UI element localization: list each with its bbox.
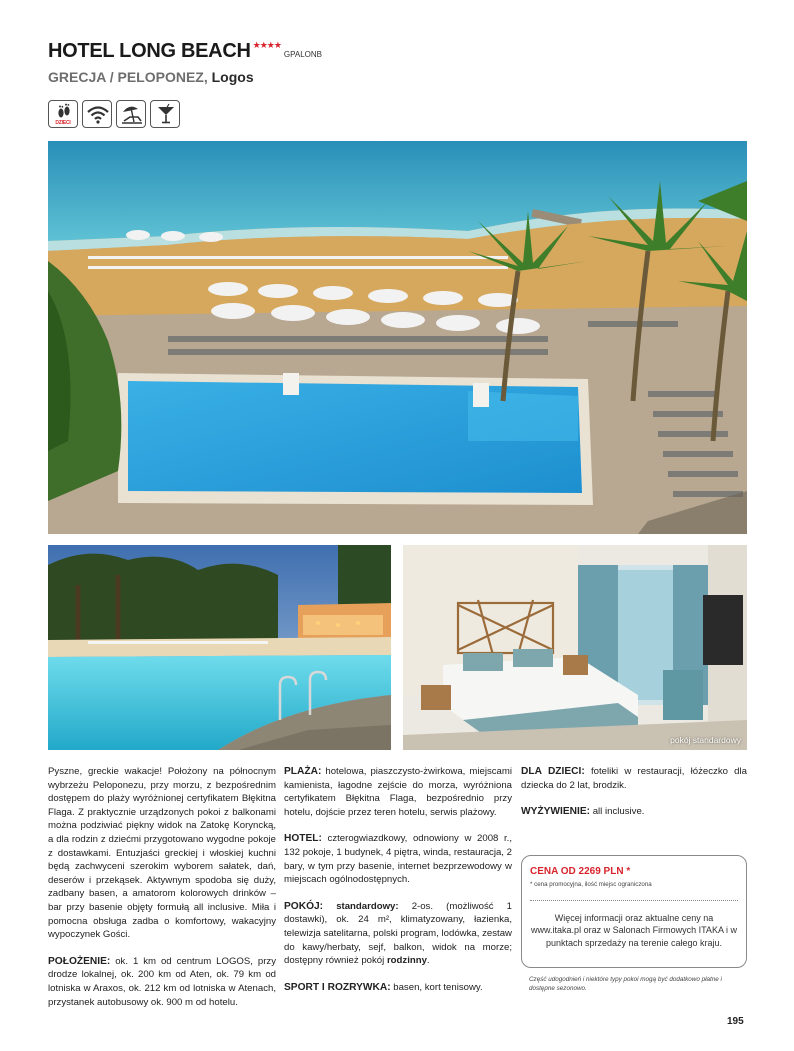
hotel-code: GPALONB bbox=[283, 50, 322, 59]
room-label: POKÓJ: bbox=[284, 900, 324, 912]
board-label: WYŻYWIENIE: bbox=[521, 806, 591, 818]
standard-room-photo bbox=[403, 545, 747, 750]
board-text: all inclusive. bbox=[592, 806, 645, 818]
location-label: POŁOŻENIE: bbox=[48, 955, 111, 967]
kids-label: DLA DZIECI: bbox=[521, 766, 585, 777]
beach-umbrella-icon bbox=[116, 100, 146, 128]
sport-text: basen, kort tenisowy. bbox=[393, 981, 483, 993]
room-text: 2-os. (możliwość 1 dostawki), ok. 24 m², klimatyzowany, łazienka, telewizja satelitarna, polski program, lodówka, zestaw do kawy/herbaty, sejf, balkon, widok na morze; dostępny również pokój bbox=[284, 900, 513, 967]
price-title: CENA OD 2269 PLN * bbox=[530, 866, 631, 877]
sport-paragraph bbox=[284, 981, 512, 995]
town: Logos bbox=[211, 69, 254, 85]
description-column-2 bbox=[284, 765, 512, 1007]
footnote: Część udogodnień i niektóre typy pokoi mogą być dodatkowo płatne i dostępne sezonowo. bbox=[529, 976, 722, 992]
kids-text: foteliki w restauracji, łóżeczko dla dziecka do 2 lat, brodzik. bbox=[521, 766, 747, 791]
location-line bbox=[48, 69, 748, 85]
intro-paragraph: Pyszne, greckie wakacje! Położony na północnym wybrzeżu Peloponezu, przy morzu, z bezpośrednim dostępem do plaży wyróżnionej certyfikatem Błękitna Flaga. Z praktycznie urządzonych pokoi z balkonami można podziwiać piękny widok na Zatokę Koryncką, a dla rodzin z dziećmi przygotowano wygodne pokoje z dostawkami. Entuzjaści greckiej i włoskiej kuchni będą zachwyceni szerokim wyborem sałatek, dań, deserów i przekąsek. Aktywnym spodoba się duży, zadbany basen, a amatorom kolorowych drinków – bar przy basenie objęty formułą all inclusive. Miła i pomocna obsługa zadba o komfortowy, wakacyjny wypoczynek Gości. bbox=[48, 766, 276, 941]
beach-label: PLAŻA: bbox=[284, 766, 322, 777]
hotel-paragraph bbox=[284, 832, 512, 886]
pool-evening-photo bbox=[48, 545, 391, 750]
page-header bbox=[48, 38, 748, 85]
cocktail-icon bbox=[150, 100, 180, 128]
room-family: rodzinny bbox=[386, 955, 427, 967]
price-box bbox=[521, 855, 747, 968]
kids-feet-icon bbox=[48, 100, 78, 128]
price-note: * cena promocyjna, ilość miejsc ograniczona bbox=[530, 881, 652, 888]
star-rating: ★★★★ bbox=[252, 40, 281, 50]
hotel-name: HOTEL LONG BEACH bbox=[48, 40, 251, 62]
beach-paragraph bbox=[284, 765, 512, 819]
amenity-icons bbox=[48, 100, 180, 128]
location-text: ok. 1 km od centrum LOGOS, przy drodze lokalnej, ok. 200 km od Aten, ok. 79 km od lotniska w Araxos, ok. 212 km od lotniska w Atenach, przystanek autobusowy ok. 900 m od hotelu. bbox=[48, 955, 277, 1008]
hotel-aerial-photo bbox=[48, 141, 747, 534]
price-info: Więcej informacji oraz aktualne ceny na www.itaka.pl oraz w Salonach Firmowych ITAKA i w punktach sprzedaży na terenie całego kraju. bbox=[531, 913, 737, 948]
kids-badge: DZIECI bbox=[55, 120, 71, 126]
hotel-text: czterogwiazdkowy, odnowiony w 2008 r., 132 pokoje, 1 budynek, 4 piętra, winda, restauracja, 2 bary, w tym przy basenie, internet bezprzewodowy w miejscach ogólnodostępnych. bbox=[284, 833, 512, 886]
page-number: 195 bbox=[727, 1016, 744, 1027]
room-type: standardowy: bbox=[336, 900, 399, 912]
location-paragraph bbox=[48, 955, 276, 1009]
kids-paragraph bbox=[521, 765, 747, 792]
region: GRECJA / PELOPONEZ, bbox=[48, 69, 208, 85]
sport-label: SPORT I ROZRYWKA: bbox=[284, 981, 391, 993]
price-separator bbox=[530, 900, 738, 901]
title-row bbox=[48, 38, 748, 66]
hotel-label: HOTEL: bbox=[284, 833, 322, 845]
beach-text: hotelowa, piaszczysto-żwirkowa, miejscami kamienista, łagodne zejście do morza, wyróżniona certyfikatem Błękitna Flaga, bezpośrednio przy hotelu, dojście przez teren hotelu, serwis plażowy. bbox=[284, 766, 512, 818]
description-column-1 bbox=[48, 765, 276, 1022]
room-caption: pokój standardowy bbox=[670, 735, 741, 745]
room-end: . bbox=[426, 955, 430, 967]
wifi-icon bbox=[82, 100, 112, 128]
board-paragraph bbox=[521, 805, 747, 819]
room-paragraph bbox=[284, 900, 512, 968]
description-column-3 bbox=[521, 765, 747, 832]
